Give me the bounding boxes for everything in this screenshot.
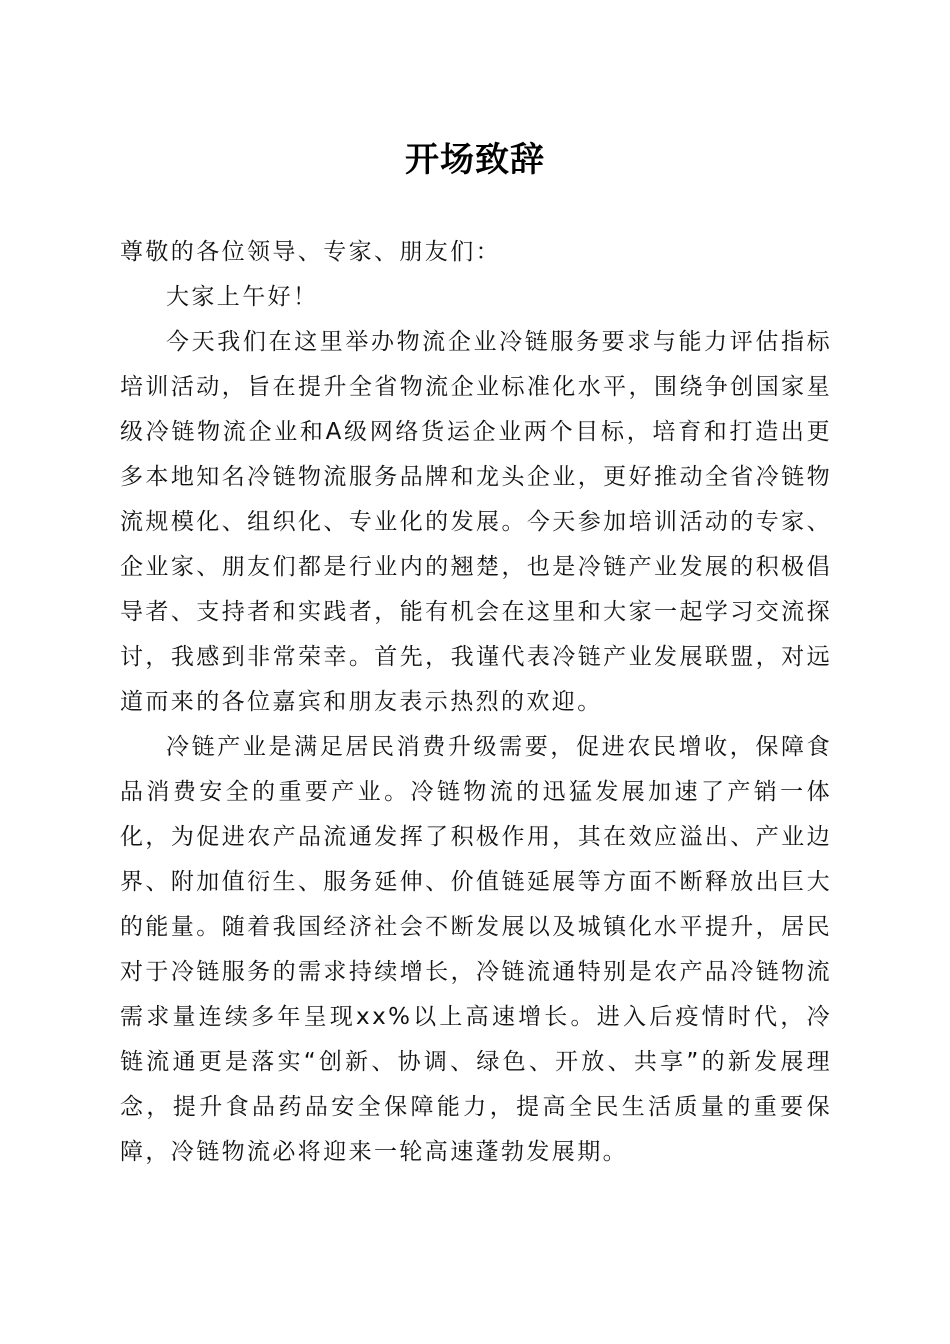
document-title: 开场致辞 [405, 140, 545, 180]
paragraph-2: 冷链产业是满足居民消费升级需要，促进农民增收，保障食品消费安全的重要产业。冷链物流的迅猛发展加速了产销一体化，为促进农产品流通发挥了积极作用，其在效应溢出、产业边界、附加值衍生、服务延伸、价值链延展等方面不断释放出巨大的能量。随着我国经济社会不断发展以及城镇化水平提升，居民对于冷链服务的需求持续增长，冷链流通特别是农产品冷链物流需求量连续多年呈现xx%以上高速增长。进入后疫情时代，冷链流通更是落实“创新、协调、绿色、开放、共享”的新发展理念，提升食品药品安全保障能力，提高全民生活质量的重要保障，冷链物流必将迎来一轮高速蓬勃发展期。 [120, 734, 832, 1165]
salutation: 尊敬的各位领导、专家、朋友们： [120, 239, 501, 265]
paragraph-1: 今天我们在这里举办物流企业冷链服务要求与能力评估指标培训活动，旨在提升全省物流企业标准化水平，围绕争创国家星级冷链物流企业和A级网络货运企业两个目标，培育和打造出更多本地知名冷链物流服务品牌和龙头企业，更好推动全省冷链物流规模化、组织化、专业化的发展。今天参加培训活动的专家、企业家、朋友们都是行业内的翘楚，也是冷链产业发展的积极倡导者、支持者和实践者，能有机会在这里和大家一起学习交流探讨，我感到非常荣幸。首先，我谨代表冷链产业发展联盟，对远道而来的各位嘉宾和朋友表示热烈的欢迎。 [120, 329, 832, 715]
document-body [120, 230, 832, 1175]
greeting: 大家上午好！ [166, 284, 319, 310]
